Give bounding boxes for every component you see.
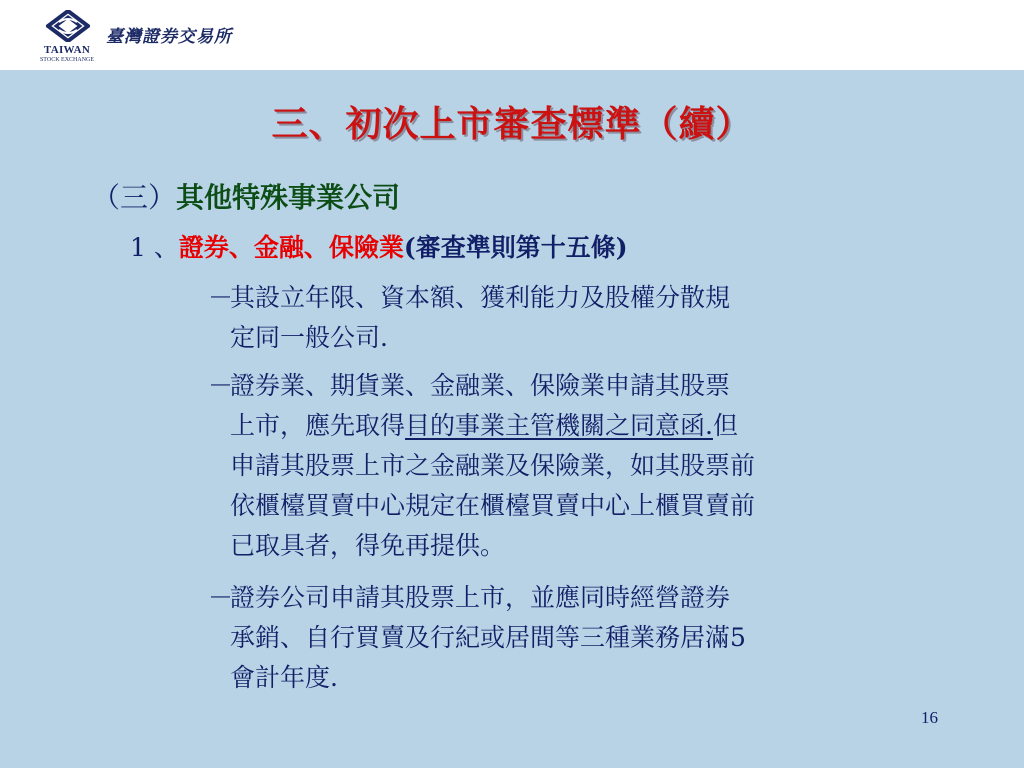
sub-heading-reference: (審查準則第十五條) (403, 233, 628, 262)
bullet-2 (208, 366, 948, 566)
bullet-dash: － (208, 583, 234, 612)
bullet-line: 證券公司申請其股票上市，並應同時經營證券 (230, 583, 731, 612)
bullet-line: 已取具者，得免再提供。 (230, 531, 506, 560)
slide-title: 三、初次上市審查標準（續） (271, 103, 753, 145)
logo-mark-icon (46, 10, 90, 42)
bullet-dash: － (208, 371, 234, 400)
bullet-1 (208, 278, 948, 358)
bullet-line: 申請其股票上市之金融業及保險業，如其股票前 (230, 451, 756, 480)
bullet-line: 證券業、期貨業、金融業、保險業申請其股票 (230, 371, 731, 400)
org-name: 臺灣證券交易所 (106, 27, 232, 47)
header-bar (0, 0, 1024, 70)
sub-heading-number: 1 、 (130, 233, 179, 262)
bullet-line: 上市，應先取得 (230, 411, 406, 440)
bullet-3 (208, 578, 948, 698)
bullet-line: 會計年度. (230, 663, 338, 692)
sub-heading-industries: 證券、金融、保險業 (178, 233, 404, 262)
bullet-line: 承銷、自行買賣及行紀或居間等三種業務居滿5 (230, 623, 746, 652)
underlined-phrase: 目的事業主管機關之同意函. (405, 411, 713, 440)
sub-heading (130, 228, 628, 264)
logo-name: TAIWAN (43, 44, 91, 56)
logo-subtitle: STOCK EXCHANGE (39, 57, 95, 63)
bullet-line: 定同一般公司. (230, 323, 388, 352)
section-number: （三） (92, 181, 177, 214)
twse-logo (36, 10, 98, 68)
bullet-line: 其設立年限、資本額、獲利能力及股權分散規 (230, 283, 731, 312)
bullet-line: 依櫃檯買賣中心規定在櫃檯買賣中心上櫃買賣前 (230, 491, 756, 520)
bullet-dash: － (208, 283, 234, 312)
page-number: 16 (921, 708, 938, 727)
section-heading (92, 176, 400, 216)
section-text: 其他特殊事業公司 (176, 181, 401, 214)
bullet-line: 但 (712, 411, 738, 440)
